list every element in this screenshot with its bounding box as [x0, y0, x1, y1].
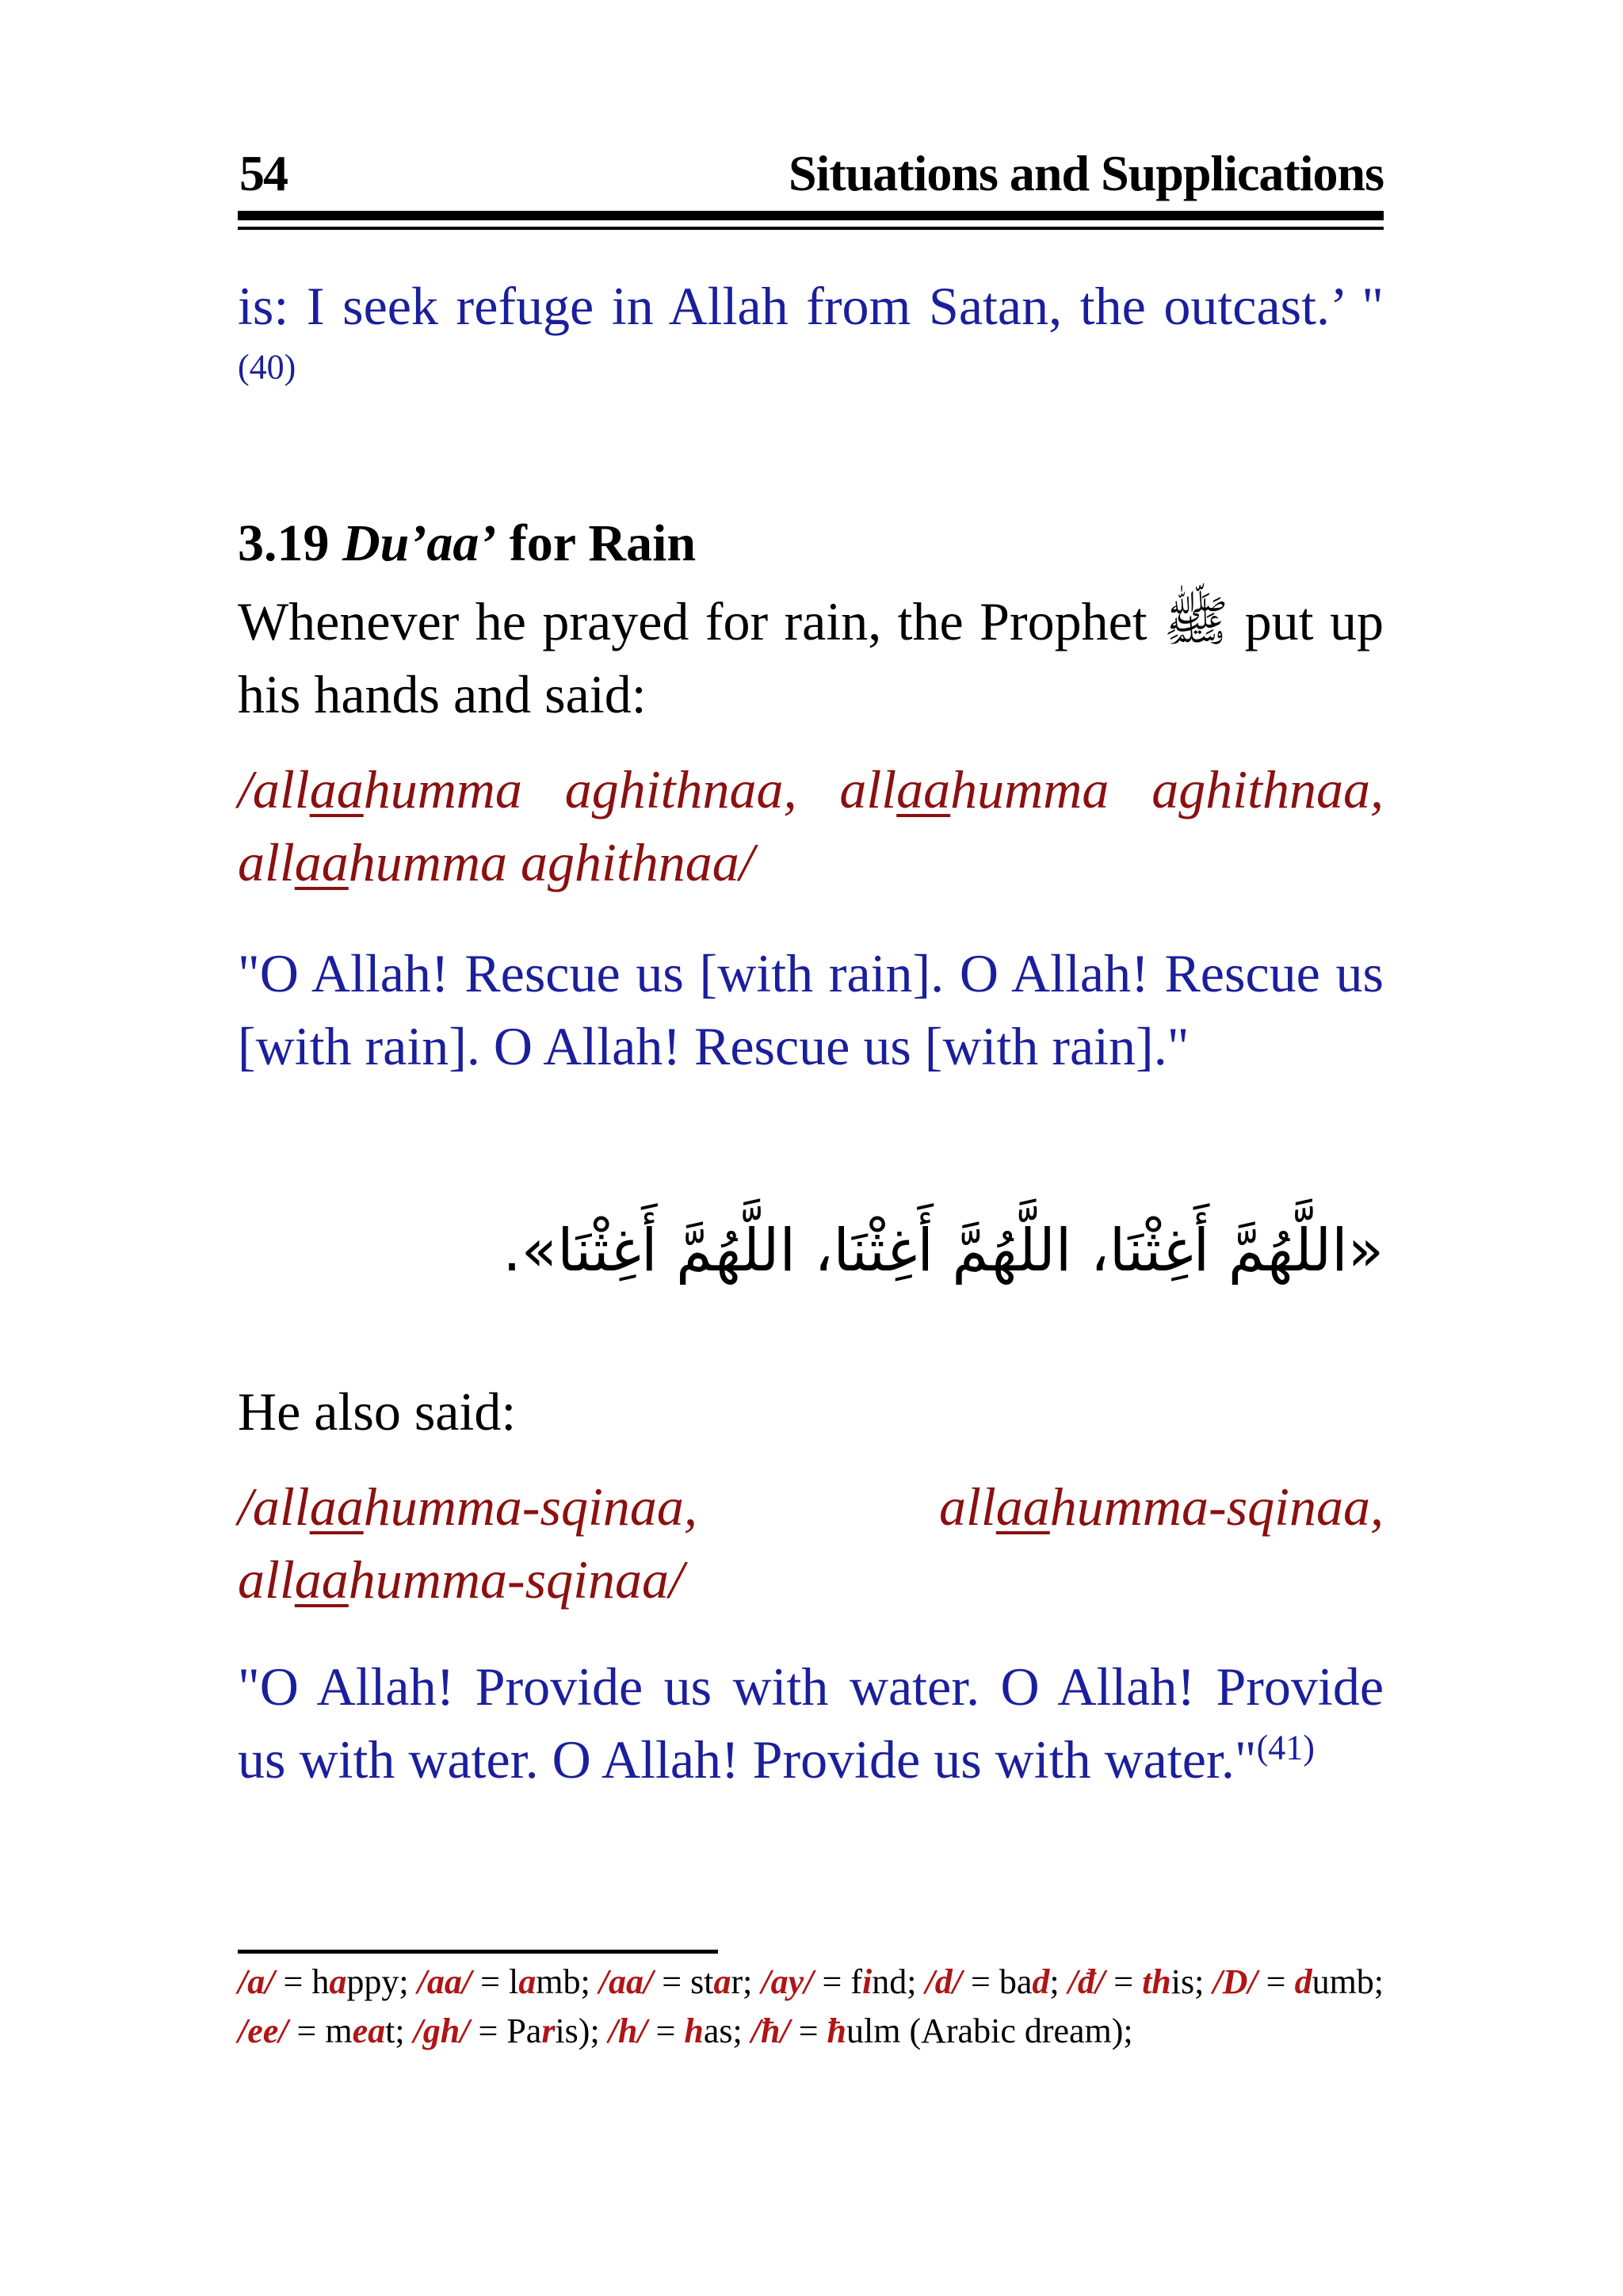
example-highlight: a	[713, 1962, 731, 2001]
section-heading	[238, 514, 696, 574]
example-highlight: a	[518, 1962, 537, 2001]
example-text: m	[325, 2011, 353, 2050]
footnote-entry	[751, 2011, 1133, 2050]
translation-1: "O Allah! Rescue us [with rain]. O Allah! Rescue us [with rain]. O Allah! Rescue us [with rain]."	[238, 943, 1384, 1076]
example-highlight: d	[1032, 1962, 1050, 2001]
translit-text: humma aghithnaa/	[348, 832, 754, 892]
equals-sign: =	[813, 1962, 851, 2001]
footnote-entry	[926, 1962, 1060, 2001]
also-said-paragraph: He also said:	[238, 1381, 517, 1442]
phoneme-symbol: /d/	[925, 1962, 962, 2001]
example-text: f	[850, 1962, 862, 2001]
transliteration-1	[238, 753, 1384, 899]
section-title-rest: for Rain	[496, 514, 697, 572]
example-highlight: d	[1294, 1962, 1312, 2001]
translit-text: /all	[238, 1477, 310, 1537]
equals-sign: =	[961, 1962, 999, 2001]
translit-underlined: aa	[294, 1549, 349, 1610]
equals-sign: =	[288, 2011, 326, 2050]
phoneme-symbol: /a/	[238, 1962, 275, 2001]
footnote-entry	[1212, 1962, 1384, 2001]
footnote-entry	[761, 1962, 916, 2001]
transliteration-2	[238, 1470, 1384, 1616]
footnote-entry	[609, 2011, 743, 2050]
footnote-ref-40: (40)	[238, 347, 296, 387]
example-text: ulm (Arabic dream);	[846, 2011, 1133, 2050]
footnote-entry	[418, 1962, 590, 2001]
example-highlight: th	[1142, 1962, 1171, 2001]
example-highlight: r	[541, 2011, 556, 2050]
translit-text: humma-sqinaa, all	[363, 1477, 996, 1537]
footnote-entry	[238, 2011, 405, 2050]
running-title: Situations and Supplications	[789, 145, 1384, 201]
header-rule-thick	[238, 211, 1384, 220]
translit-underlined: aa	[309, 1477, 364, 1537]
footnote-rule	[238, 1950, 718, 1954]
equals-sign: =	[1257, 1962, 1295, 2001]
translit-text: humma aghithnaa, all	[363, 759, 897, 819]
example-text: nd;	[872, 1962, 917, 2001]
phoneme-symbol: /ee/	[238, 2011, 288, 2050]
example-text: st	[690, 1962, 714, 2001]
equals-sign: =	[653, 1962, 691, 2001]
phoneme-symbol: /aa/	[417, 1962, 472, 2001]
translation-2-text: "O Allah! Provide us with water. O Allah! Provide us with water. O Allah! Provide us with water."	[238, 1656, 1384, 1790]
phoneme-symbol: /h/	[608, 2011, 647, 2050]
intro-rain-paragraph: Whenever he prayed for rain, the Prophet ﷺ put up his hands and said:	[238, 591, 1384, 724]
translit-text: /all	[238, 759, 310, 819]
example-text: r;	[731, 1962, 753, 2001]
example-text: mb;	[536, 1962, 590, 2001]
example-highlight: h	[684, 2011, 704, 2050]
translit-underlined: aa	[294, 832, 349, 892]
section-number: 3.19	[238, 514, 330, 572]
translit-text: humma aghithnaa, all	[238, 759, 1384, 892]
example-text: h	[311, 1962, 330, 2001]
example-text: ;	[1049, 1962, 1060, 2001]
footnote-entry	[1068, 1962, 1205, 2001]
example-highlight: ħ	[827, 2011, 847, 2050]
translation-2	[238, 1650, 1384, 1796]
document-page	[238, 0, 1384, 2296]
example-text: is;	[1170, 1962, 1205, 2001]
translit-text: humma-sqinaa, all	[238, 1477, 1384, 1610]
example-text: ppy;	[346, 1962, 409, 2001]
example-text: ba	[999, 1962, 1033, 2001]
translit-underlined: aa	[896, 759, 951, 819]
translit-text: humma-sqinaa/	[348, 1549, 684, 1610]
equals-sign: =	[647, 2011, 685, 2050]
page-header	[238, 144, 1384, 208]
example-text: t;	[385, 2011, 405, 2050]
translit-underlined: aa	[309, 759, 364, 819]
equals-sign: =	[469, 2011, 507, 2050]
header-rule-thin	[238, 227, 1384, 230]
phoneme-symbol: /ħ/	[750, 2011, 790, 2050]
example-text: as;	[703, 2011, 743, 2050]
example-text: umb;	[1312, 1962, 1384, 2001]
phoneme-symbol: /ay/	[761, 1962, 814, 2001]
intro-paragraph	[238, 269, 1384, 415]
example-highlight: a	[329, 1962, 347, 2001]
example-text: is);	[555, 2011, 600, 2050]
phoneme-symbol: /đ/	[1067, 1962, 1106, 2001]
footnote-ref-41: (41)	[1256, 1728, 1315, 1767]
phoneme-symbol: /D/	[1212, 1962, 1258, 2001]
example-highlight: i	[862, 1962, 873, 2001]
example-text: Pa	[506, 2011, 542, 2050]
phoneme-symbol: /aa/	[598, 1962, 654, 2001]
equals-sign: =	[274, 1962, 312, 2001]
example-text: l	[509, 1962, 519, 2001]
equals-sign: =	[1105, 1962, 1143, 2001]
arabic-supplication-1: «اللَّهُمَّ أَغِثْنَا، اللَّهُمَّ أَغِثْنَا، اللَّهُمَّ أَغِثْنَا».	[502, 1217, 1384, 1285]
footnote-entry	[414, 2011, 600, 2050]
footnotes	[238, 1958, 1384, 2056]
page-number: 54	[239, 145, 287, 201]
equals-sign: =	[789, 2011, 827, 2050]
section-title-italic: Du’aa’	[342, 514, 497, 572]
equals-sign: =	[472, 1962, 510, 2001]
phoneme-symbol: /gh/	[413, 2011, 470, 2050]
translit-underlined: aa	[995, 1477, 1050, 1537]
footnote-entry	[238, 1962, 409, 2001]
footnote-entry	[599, 1962, 753, 2001]
example-highlight: ea	[352, 2011, 386, 2050]
intro-text: is: I seek refuge in Allah from Satan, the outcast.’ "	[238, 276, 1384, 336]
